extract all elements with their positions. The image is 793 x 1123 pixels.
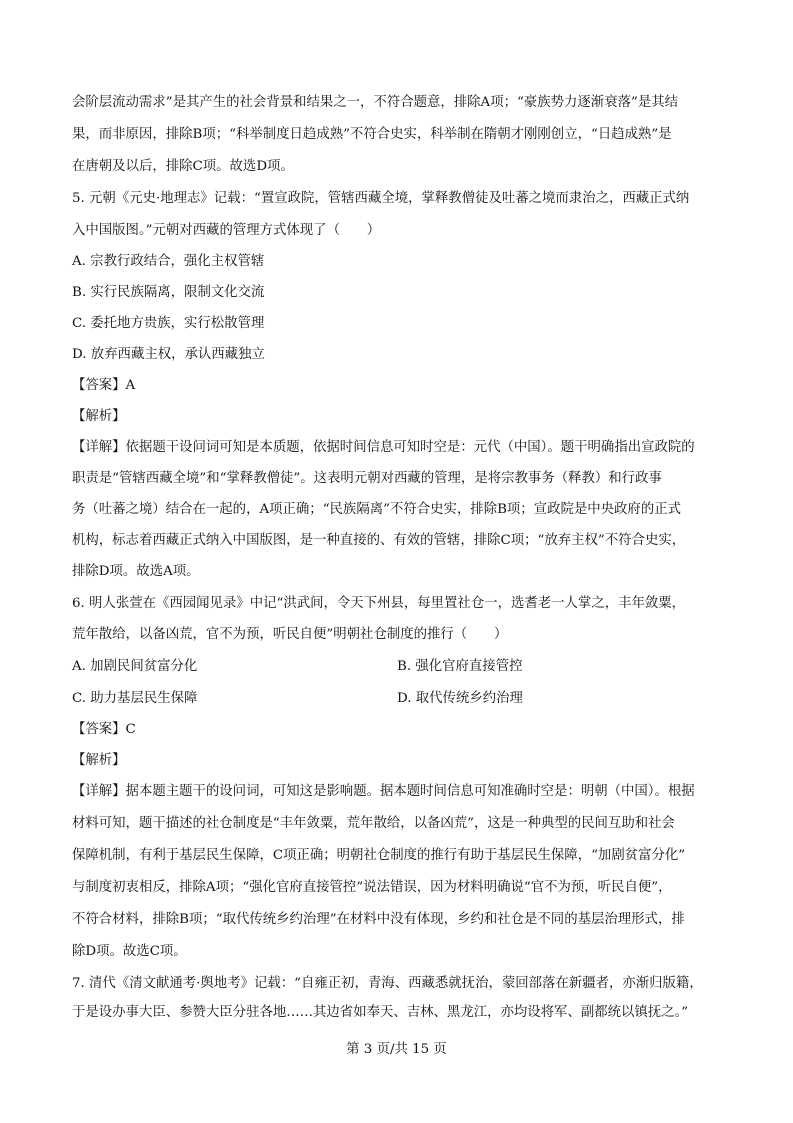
q6-detail-line-2: 材料可知，题干描述的社仓制度是“丰年敛粟，荒年散给，以备凶荒”，这是一种典型的民间互助和社会 — [72, 816, 675, 831]
prev-answer-line-3: 在唐朝及以后，排除C项。故选D项。 — [72, 159, 294, 174]
q6-option-a: A. 加剧民间贫富分化 — [72, 659, 198, 674]
q5-detail-line-3: 务（吐蕃之境）结合在一起的，A项正确；“民族隔离”不符合史实，排除B项；宣政院是中央政府的正式 — [72, 502, 681, 517]
q7-stem-line-1: 7. 清代《清文献通考·舆地考》记载：“自雍正初，青海、西藏悉就抚治，蒙回部落在新疆者，亦渐归版籍， — [72, 976, 703, 991]
q5-option-b: B. 实行民族隔离，限制文化交流 — [72, 285, 265, 300]
q5-option-d: D. 放弃西藏主权，承认西藏独立 — [72, 347, 265, 362]
page-footer: 第 3 页/共 15 页 — [346, 1042, 447, 1057]
q6-stem-line-2: 荒年散给，以备凶荒，官不为预，听民自便”明朝社仓制度的推行（ ） — [72, 627, 508, 642]
q6-detail-line-5: 不符合材料，排除B项；“取代传统乡约治理”在材料中没有体现，乡约和社仓是不同的基层治理形式，排 — [72, 912, 685, 927]
prev-answer-line-2: 果，而非原因，排除B项；“科举制度日趋成熟”不符合史实，科举制在隋朝才刚刚创立，“日趋成熟”是 — [72, 127, 672, 142]
q6-option-c: C. 助力基层民生保障 — [72, 691, 198, 706]
q6-option-d: D. 取代传统乡约治理 — [397, 691, 523, 706]
q5-stem-line-2: 入中国版图。”元朝对西藏的管理方式体现了（ ） — [72, 223, 381, 238]
q5-detail-line-1: 【详解】依据题干设问词可知是本质题，依据时间信息可知时空是：元代（中国）。题干明确指出宣政院的 — [72, 440, 695, 455]
q6-option-b: B. 强化官府直接管控 — [397, 659, 523, 674]
q6-analysis-label: 【解析】 — [72, 753, 126, 768]
q6-detail-line-6: 除D项。故选C项。 — [72, 944, 187, 959]
q5-detail-line-5: 排除D项。故选A项。 — [72, 564, 200, 579]
q5-answer: 【答案】A — [72, 378, 136, 393]
q6-answer: 【答案】C — [72, 722, 136, 737]
q5-detail-line-2: 职责是“管辖西藏全境”和“掌释教僧徒”。这表明元朝对西藏的管理，是将宗教事务（释教）和行政事 — [72, 471, 662, 486]
q5-option-a: A. 宗教行政结合，强化主权管辖 — [72, 254, 265, 269]
q7-stem-line-2: 于是设办事大臣、参赞大臣分驻各地……其边省如奉天、吉林、黑龙江，亦均设将军、副都统以镇抚之。” — [72, 1005, 689, 1020]
q5-option-c: C. 委托地方贵族，实行松散管理 — [72, 316, 265, 331]
q5-detail-line-4: 机构，标志着西藏正式纳入中国版图，是一种直接的、有效的管辖，排除C项；“放弃主权”不符合史实， — [72, 533, 686, 548]
prev-answer-line-1: 会阶层流动需求”是其产生的社会背景和结果之一，不符合题意，排除A项；“豪族势力逐渐衰落”是其结 — [72, 95, 679, 110]
q6-detail-line-3: 保障机制，有利于基层民生保障，C项正确；明朝社仓制度的推行有助于基层民生保障，“加剧贫富分化” — [72, 848, 686, 863]
q5-stem-line-1: 5. 元朝《元史·地理志》记载：“置宣政院，管辖西藏全境，掌释教僧徒及吐蕃之境而隶治之，西藏正式纳 — [72, 191, 690, 206]
q6-stem-line-1: 6. 明人张萱在《西园闻见录》中记“洪武间，令天下州县，每里置社仓一，选耆老一人掌之，丰年敛粟， — [72, 596, 686, 611]
q5-analysis-label: 【解析】 — [72, 409, 126, 424]
q6-detail-line-1: 【详解】据本题主题干的设问词，可知这是影响题。据本题时间信息可知准确时空是：明朝（中国）。根据 — [72, 784, 695, 799]
q6-detail-line-4: 与制度初衷相反，排除A项；“强化官府直接管控”说法错误，因为材料明确说“官不为预，听民自便”， — [72, 880, 672, 895]
